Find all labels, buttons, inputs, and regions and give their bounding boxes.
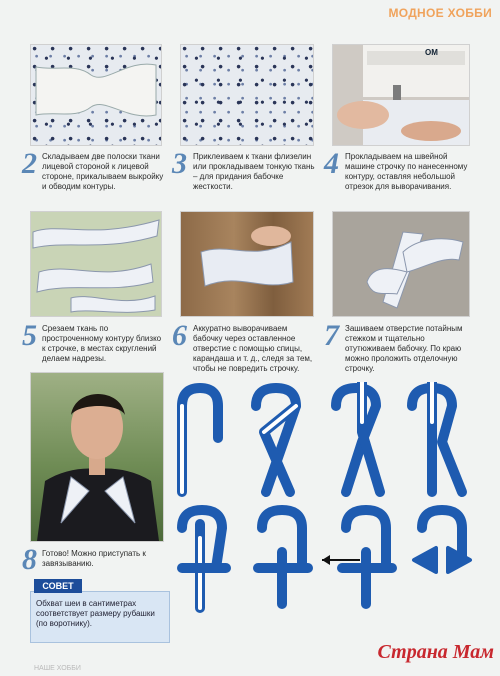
tip-label: СОВЕТ <box>34 579 82 593</box>
turning-bowtie-illustration <box>181 212 313 316</box>
step-8-text: Готово! Можно приступать к завязыванию. <box>42 549 146 568</box>
machine-brand-label: OM <box>425 48 438 57</box>
man-portrait-illustration <box>31 373 163 541</box>
step-3-text: Приклеиваем к ткани флизелин или прокладываем тонкую ткань – для придания бабочке жесткости. <box>193 152 315 191</box>
step-3-number: 3 <box>172 147 187 180</box>
step-8-number: 8 <box>22 543 37 576</box>
tie-step-1 <box>182 388 218 492</box>
tie-step-2 <box>256 388 296 492</box>
tie-step-5 <box>182 510 226 608</box>
sewing-machine-illustration <box>333 45 469 145</box>
photo-step-2 <box>30 44 162 146</box>
step-7-number: 7 <box>324 319 339 352</box>
step-4-number: 4 <box>324 147 339 180</box>
tie-step-6 <box>258 510 308 604</box>
step-2-text: Складываем две полоски ткани лицевой стороной к лицевой стороне, прикалываем выкройку и обводим контуры. <box>42 152 164 191</box>
photo-step-7 <box>332 211 470 317</box>
step-6-number: 6 <box>172 319 187 352</box>
step-7-text: Зашиваем отверстие потайным стежком и тщательно отутюживаем бабочку. По краю можно проложить отделочную строчку. <box>345 324 463 373</box>
photo-step-5 <box>30 211 162 317</box>
bowtie-tying-diagram <box>170 382 476 618</box>
bowtie-pattern-illustration <box>31 45 161 145</box>
footer-text: НАШЕ ХОББИ <box>34 665 81 672</box>
photo-step-6 <box>180 211 314 317</box>
tie-step-7 <box>342 510 392 604</box>
tip-text: Обхват шеи в сантиметрах соответствует размеру рубашки (по воротнику). <box>36 599 155 628</box>
section-title: МОДНОЕ ХОББИ <box>388 6 492 20</box>
photo-step-3 <box>180 44 314 146</box>
finished-bowtie-illustration <box>333 212 469 316</box>
step-2-number: 2 <box>22 147 37 180</box>
tie-step-8-final <box>414 510 470 572</box>
step-6-text: Аккуратно выворачиваем бабочку через оставленное отверстие с помощью спицы, карандаша и т. д., следя за тем, чтобы не повредить строчку. <box>193 324 313 373</box>
watermark-logo: Страна Мам <box>377 641 494 663</box>
step-5-number: 5 <box>22 319 37 352</box>
step-5-text: Срезаем ткань по простроченному контуру близко к строчке, в местах скруглений делаем надрезы. <box>42 324 162 363</box>
tie-step-3 <box>336 382 380 492</box>
cut-fabric-illustration <box>31 212 161 316</box>
step-4-text: Прокладываем на швейной машине строчку по нанесенному контуру, оставляя небольшой отрезок для выворачивания. <box>345 152 468 191</box>
tie-step-4 <box>412 382 462 492</box>
photo-step-4 <box>332 44 470 146</box>
photo-step-8-portrait <box>30 372 164 542</box>
